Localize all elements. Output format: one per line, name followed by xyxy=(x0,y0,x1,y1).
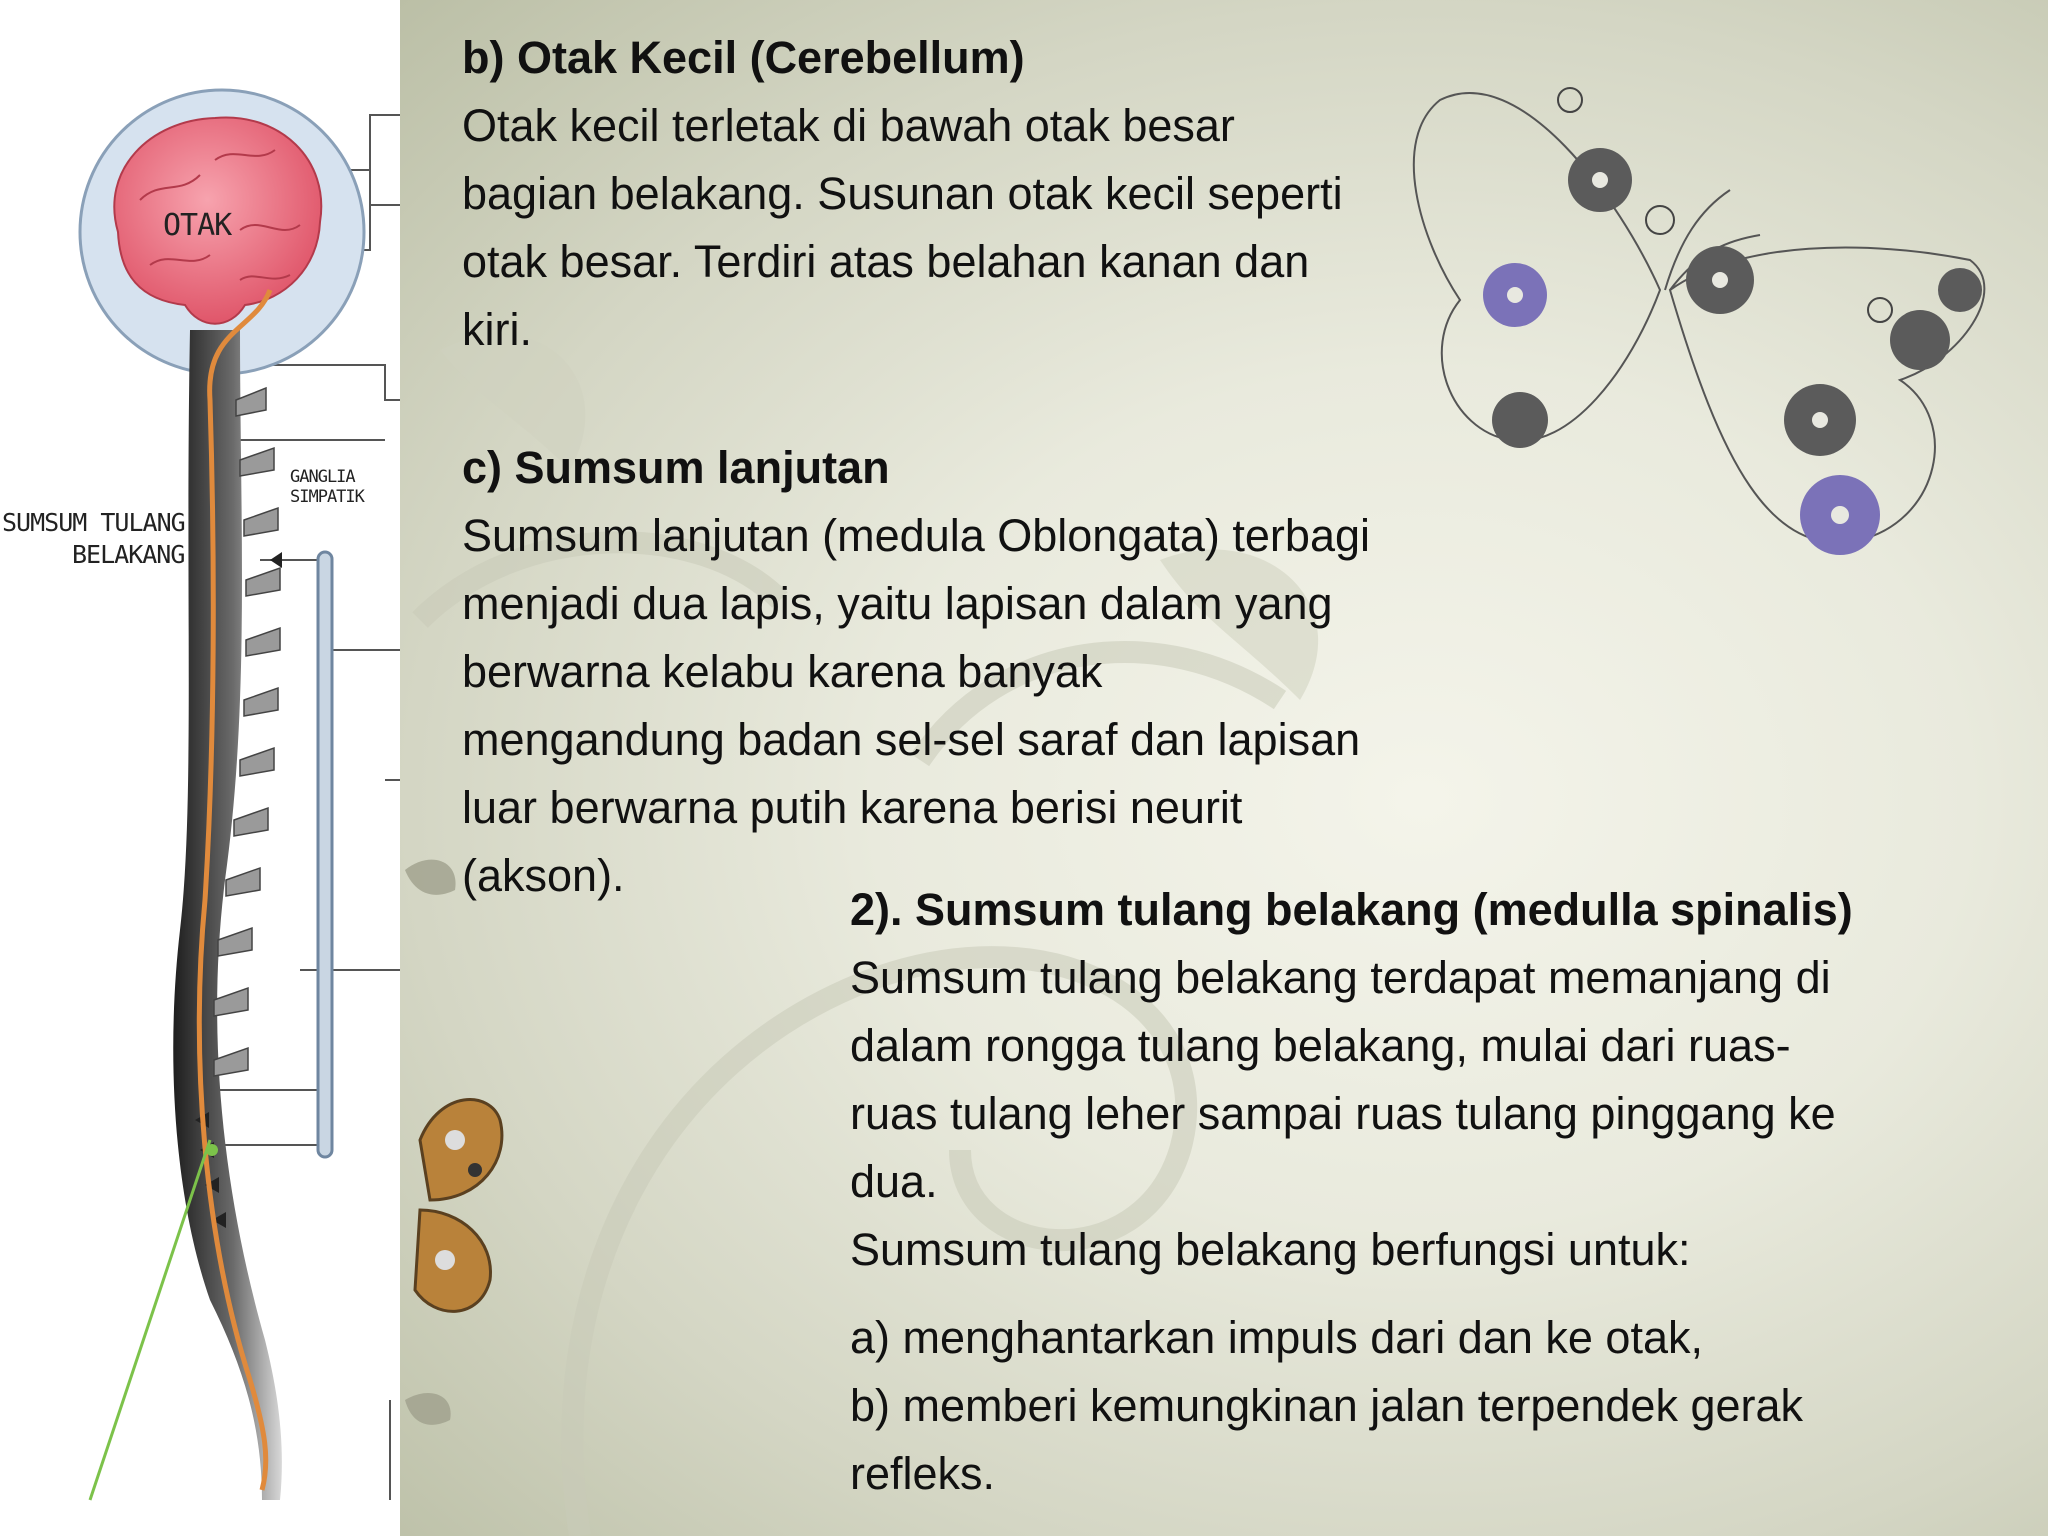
text-line: bagian belakang. Susunan otak kecil seperti xyxy=(462,168,1343,219)
text-line: Sumsum tulang belakang terdapat memanjang di xyxy=(850,952,1831,1003)
section-spinal-cord xyxy=(850,876,2020,1508)
text-line: mengandung badan sel-sel saraf dan lapisan xyxy=(462,714,1361,765)
slide-panel xyxy=(400,0,2048,1536)
section-heading-spinal-cord: 2). Sumsum tulang belakang (medulla spinalis) xyxy=(850,884,1853,935)
text-line: Sumsum lanjutan (medula Oblongata) terbagi xyxy=(462,510,1370,561)
spinal-cord-label-line1: SUMSUM TULANG xyxy=(2,508,185,537)
function-item: b) memberi kemungkinan jalan terpendek gerak xyxy=(850,1380,1804,1431)
text-line: kiri. xyxy=(462,304,532,355)
text-line: otak besar. Terdiri atas belahan kanan dan xyxy=(462,236,1310,287)
text-line: dua. xyxy=(850,1156,938,1207)
text-line: (akson). xyxy=(462,850,625,901)
text-line: menjadi dua lapis, yaitu lapisan dalam yang xyxy=(462,578,1333,629)
function-item: refleks. xyxy=(850,1448,996,1499)
brain-label: OTAK xyxy=(163,208,232,243)
section-cerebellum xyxy=(462,24,1522,364)
text-line: Otak kecil terletak di bawah otak besar xyxy=(462,100,1235,151)
function-item: a) menghantarkan impuls dari dan ke otak, xyxy=(850,1312,1703,1363)
section-medulla-oblongata xyxy=(462,434,1522,910)
section-heading-medulla-oblongata: c) Sumsum lanjutan xyxy=(462,442,890,493)
text-line: luar berwarna putih karena berisi neurit xyxy=(462,782,1243,833)
ganglia-label-line2: SIMPATIK xyxy=(290,487,364,507)
nervous-system-diagram xyxy=(0,0,400,1536)
ganglia-label-line1: GANGLIA xyxy=(290,467,355,487)
text-line: dalam rongga tulang belakang, mulai dari ruas- xyxy=(850,1020,1791,1071)
spacer xyxy=(850,1284,2020,1304)
text-line: Sumsum tulang belakang berfungsi untuk: xyxy=(850,1224,1691,1275)
section-heading-cerebellum: b) Otak Kecil (Cerebellum) xyxy=(462,32,1025,83)
brown-butterfly-decoration xyxy=(415,1100,502,1312)
text-line: berwarna kelabu karena banyak xyxy=(462,646,1103,697)
text-line: ruas tulang leher sampai ruas tulang pinggang ke xyxy=(850,1088,1836,1139)
spinal-cord-label-line2: BELAKANG xyxy=(72,540,185,569)
